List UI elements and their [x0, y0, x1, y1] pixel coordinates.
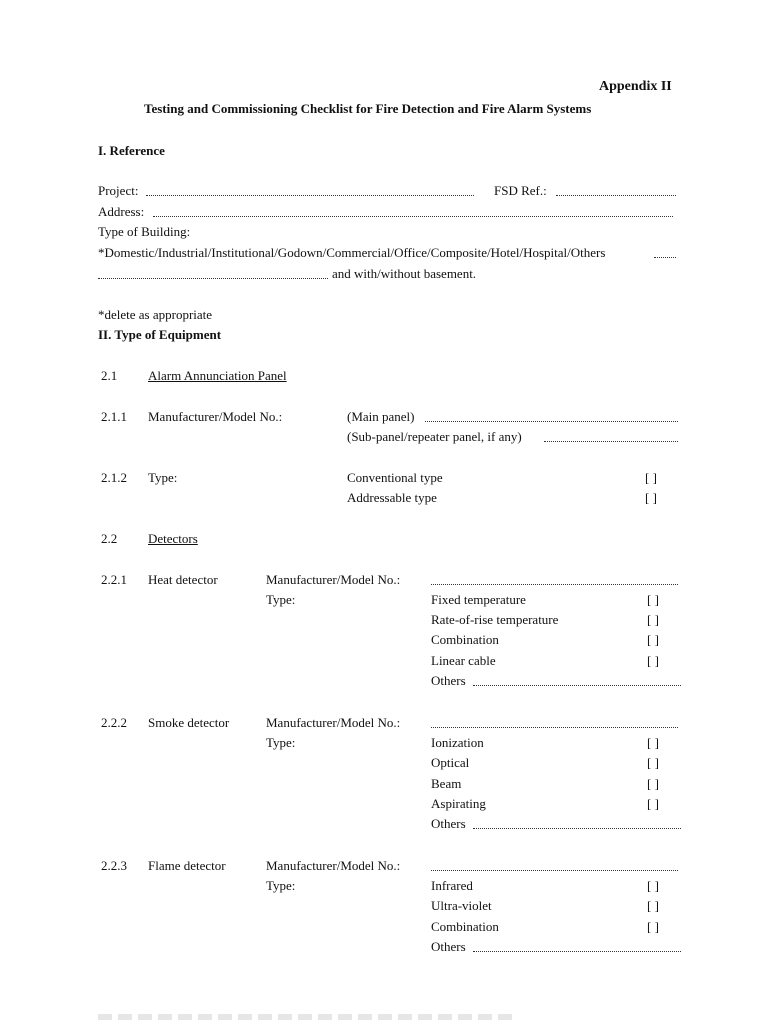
heat-combination-checkbox[interactable]: [ ] — [647, 632, 659, 647]
heat-option-label: Rate-of-rise temperature — [431, 612, 559, 627]
flame-infrared-checkbox[interactable]: [ ] — [647, 878, 659, 893]
flame-others-field[interactable] — [473, 951, 681, 952]
flame-mfr-label: Manufacturer/Model No.: — [266, 858, 401, 873]
appendix-label: Appendix II — [599, 79, 672, 94]
conventional-type-checkbox[interactable]: [ ] — [645, 470, 657, 485]
footer-bleed-through — [98, 1014, 518, 1020]
address-field[interactable] — [153, 216, 673, 217]
section-number: 2.1 — [101, 368, 118, 383]
conventional-type-label: Conventional type — [347, 470, 443, 485]
flame-detector-label: Flame detector — [148, 858, 226, 873]
reference-heading: I. Reference — [98, 143, 165, 158]
building-others-continued-field[interactable] — [98, 278, 328, 279]
delete-note: *delete as appropriate — [98, 307, 213, 322]
section-number: 2.2.1 — [101, 572, 127, 587]
heat-option-label: Linear cable — [431, 653, 496, 668]
basement-text: and with/without basement. — [332, 266, 477, 281]
heat-rate-of-rise-checkbox[interactable]: [ ] — [647, 612, 659, 627]
heat-mfr-field[interactable] — [431, 584, 678, 585]
project-label: Project: — [98, 183, 139, 198]
heat-detector-label: Heat detector — [148, 572, 218, 587]
section-number: 2.2 — [101, 531, 118, 546]
address-label: Address: — [98, 204, 145, 219]
flame-ultra-violet-checkbox[interactable]: [ ] — [647, 898, 659, 913]
heat-others-field[interactable] — [473, 685, 681, 686]
heat-option-label: Fixed temperature — [431, 592, 526, 607]
smoke-others-field[interactable] — [473, 828, 681, 829]
smoke-option-label: Beam — [431, 776, 462, 791]
smoke-detector-label: Smoke detector — [148, 715, 230, 730]
section-number: 2.2.3 — [101, 858, 127, 873]
smoke-optical-checkbox[interactable]: [ ] — [647, 755, 659, 770]
addressable-type-checkbox[interactable]: [ ] — [645, 490, 657, 505]
main-panel-label: (Main panel) — [347, 409, 415, 424]
flame-option-label: Infrared — [431, 878, 473, 893]
heat-type-label: Type: — [266, 592, 296, 607]
smoke-mfr-label: Manufacturer/Model No.: — [266, 715, 401, 730]
heat-others-label: Others — [431, 673, 466, 688]
flame-others-label: Others — [431, 939, 466, 954]
smoke-aspirating-checkbox[interactable]: [ ] — [647, 796, 659, 811]
document-title: Testing and Commissioning Checklist for Fire Detection and Fire Alarm Systems — [144, 101, 592, 116]
section-number: 2.2.2 — [101, 715, 127, 730]
heat-mfr-label: Manufacturer/Model No.: — [266, 572, 401, 587]
main-panel-field[interactable] — [425, 421, 678, 422]
smoke-mfr-field[interactable] — [431, 727, 678, 728]
heat-linear-cable-checkbox[interactable]: [ ] — [647, 653, 659, 668]
panel-mfr-label: Manufacturer/Model No.: — [148, 409, 283, 424]
smoke-others-label: Others — [431, 816, 466, 831]
project-field[interactable] — [146, 195, 474, 196]
flame-option-label: Combination — [431, 919, 499, 934]
flame-mfr-field[interactable] — [431, 870, 678, 871]
panel-type-label: Type: — [148, 470, 178, 485]
fsd-ref-label: FSD Ref.: — [494, 183, 547, 198]
flame-type-label: Type: — [266, 878, 296, 893]
flame-option-label: Ultra-violet — [431, 898, 492, 913]
addressable-type-label: Addressable type — [347, 490, 437, 505]
flame-combination-checkbox[interactable]: [ ] — [647, 919, 659, 934]
section-title-detectors: Detectors — [148, 531, 198, 546]
sub-panel-field[interactable] — [544, 441, 678, 442]
smoke-beam-checkbox[interactable]: [ ] — [647, 776, 659, 791]
smoke-option-label: Ionization — [431, 735, 484, 750]
smoke-type-label: Type: — [266, 735, 296, 750]
sub-panel-label: (Sub-panel/repeater panel, if any) — [347, 429, 522, 444]
heat-option-label: Combination — [431, 632, 499, 647]
heat-fixed-checkbox[interactable]: [ ] — [647, 592, 659, 607]
smoke-option-label: Aspirating — [431, 796, 486, 811]
section-title-panel: Alarm Annunciation Panel — [148, 368, 287, 383]
section-number: 2.1.1 — [101, 409, 127, 424]
smoke-ionization-checkbox[interactable]: [ ] — [647, 735, 659, 750]
fsd-ref-field[interactable] — [556, 195, 676, 196]
equipment-heading: II. Type of Equipment — [98, 327, 222, 342]
building-type-options: *Domestic/Industrial/Institutional/Godown/Commercial/Office/Composite/Hotel/Hospital/Others — [98, 245, 606, 260]
building-others-field[interactable] — [654, 257, 676, 258]
smoke-option-label: Optical — [431, 755, 470, 770]
building-type-label: Type of Building: — [98, 224, 191, 239]
section-number: 2.1.2 — [101, 470, 127, 485]
